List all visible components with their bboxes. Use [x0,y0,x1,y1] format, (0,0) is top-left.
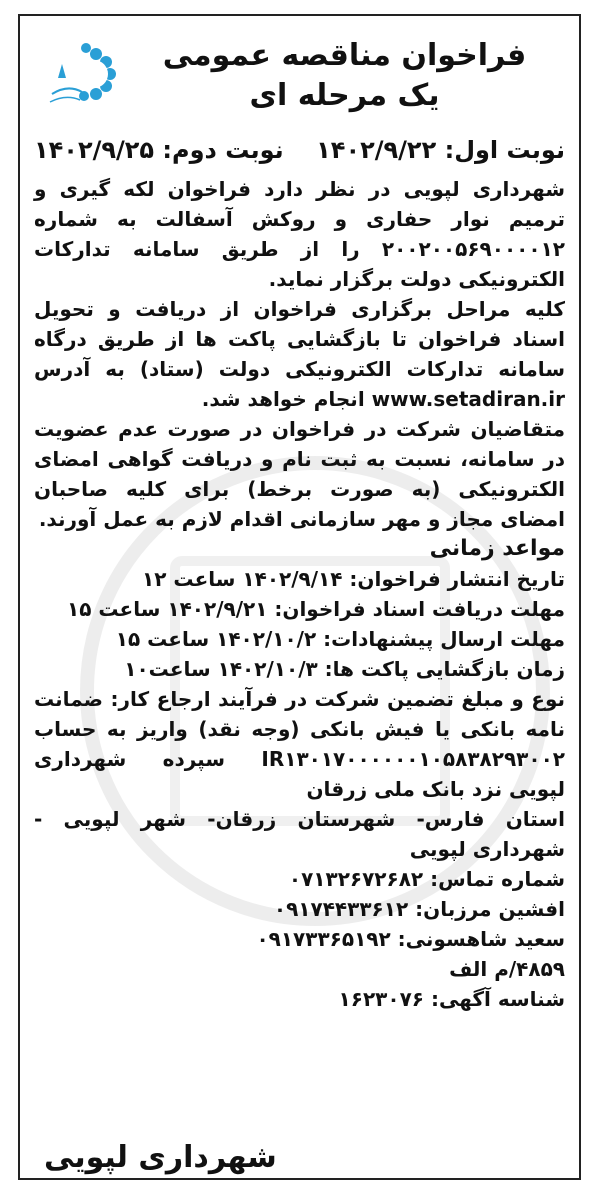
announcement-frame [18,14,581,1180]
ad-id: شناسه آگهی: ۱۶۲۳۰۷۶ [338,987,565,1011]
first-turn-date: نوبت اول: ۱۴۰۲/۹/۲۲ [316,136,565,164]
schedule-item-offers-deadline: مهلت ارسال پیشنهادات: ۱۴۰۲/۱۰/۲ ساعت ۱۵ [115,627,565,651]
contact-phone: شماره تماس: ۰۷۱۳۲۶۷۲۶۸۲ [288,867,565,891]
guarantee-text: نوع و مبلغ تضمین شرکت در فرآیند ارجاع کار: ضمانت نامه بانکی یا فیش بانکی (وجه نقد) واریز به حساب IR۱۳۰۱۷۰۰۰۰۰۰۱۰۵۸۳۸۲۹۳۰۰۲ سپرده شهرداری لپویی نزد بانک ملی زرقان [34,687,565,801]
schedule-item-opening: زمان بازگشایی پاکت ها: ۱۴۰۲/۱۰/۳ ساعت۱۰ [124,657,565,681]
title-line-2: یک مرحله ای [249,78,440,113]
schedule-item-documents-deadline: مهلت دریافت اسناد فراخوان: ۱۴۰۲/۹/۲۱ ساعت ۱۵ [67,597,565,621]
second-turn-date: نوبت دوم: ۱۴۰۲/۹/۲۵ [34,136,284,164]
announcement-body [34,174,565,1014]
reference-code: ۴۸۵۹/م الف [449,957,565,981]
schedule-heading: مواعد زمانی [429,536,565,561]
title-line-1: فراخوان مناقصه عمومی [162,38,527,73]
paragraph-registration: متقاضیان شرکت در فراخوان در صورت عدم عضویت در سامانه، نسبت به ثبت نام و دریافت گواهی امضای الکترونیکی (به صورت برخط) برای کلیه صاحبان امضای مجاز و مهر سازمانی اقدام لازم به عمل آورند. [34,417,565,531]
paragraph-setad-process: کلیه مراحل برگزاری فراخوان از دریافت و تحویل اسناد فراخوان تا بازگشایی پاکت ها از طریق درگاه سامانه تدارکات الکترونیکی دولت (ستاد) به آدرس www.setadiran.ir انجام خواهد شد. [34,297,565,411]
address-text: استان فارس- شهرستان زرقان- شهر لپویی - شهرداری لپویی [34,807,565,861]
title-block [130,36,559,116]
schedule-item-publish: تاریخ انتشار فراخوان: ۱۴۰۲/۹/۱۴ ساعت ۱۲ [142,567,565,591]
contact-person-1: افشین مرزبان: ۰۹۱۷۴۴۳۳۶۱۲ [273,897,565,921]
municipality-logo-icon [42,34,124,116]
paragraph-tender-intro: شهرداری لپویی در نظر دارد فراخوان لکه گیری و ترمیم نوار حفاری و روکش آسفالت به شماره ۲۰۰۲۰۰۵۶۹۰۰۰۰۱۲ را از طریق سامانه تدارکات الکترونیکی دولت برگزار نماید. [34,177,565,291]
publication-turns [34,134,565,166]
contact-person-2: سعید شاهسونی: ۰۹۱۷۳۳۶۵۱۹۲ [256,927,565,951]
footer-signature: شهرداری لپویی [44,1140,277,1175]
